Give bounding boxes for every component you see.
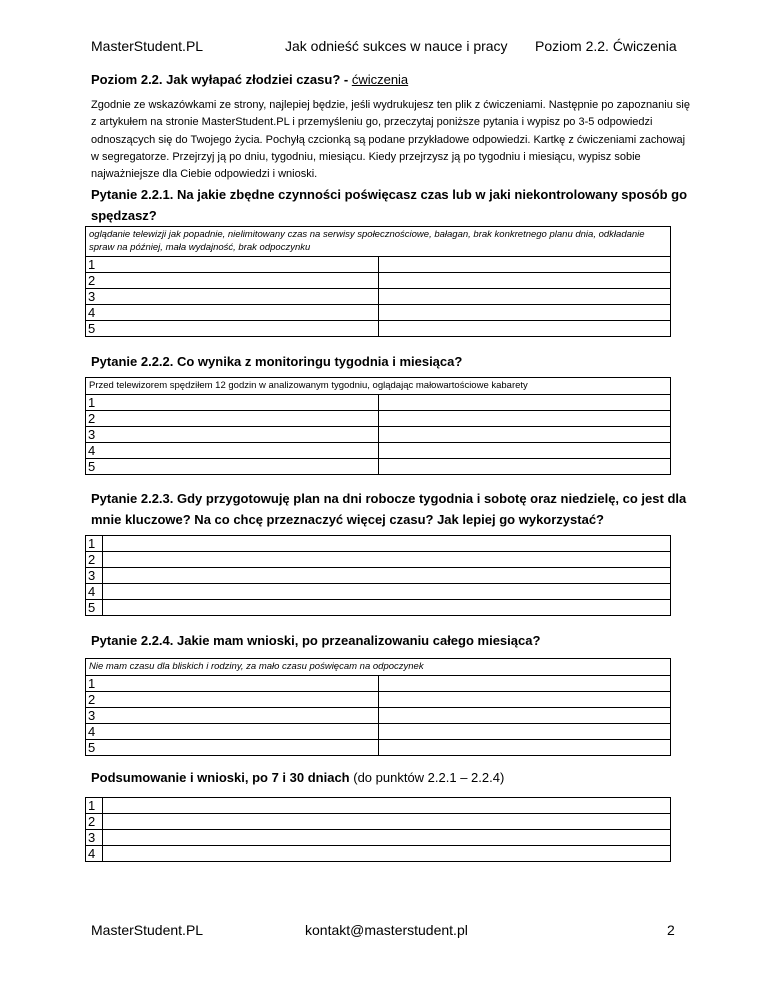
page-number: 2 [667, 922, 675, 938]
answer-field[interactable] [378, 459, 671, 475]
footer-contact-email[interactable]: kontakt@masterstudent.pl [305, 922, 468, 938]
answer-table-q1 [85, 226, 671, 337]
table-row: 3 [86, 830, 671, 846]
footer-site-name: MasterStudent.PL [91, 922, 204, 938]
table-row: 2 [86, 814, 671, 830]
answer-field[interactable] [103, 568, 671, 584]
answer-field[interactable] [378, 708, 671, 724]
answer-field[interactable] [378, 305, 671, 321]
example-answer: Przed telewizorem spędziłem 12 godzin w analizowanym tygodniu, oglądając małowartościowe kabarety [86, 378, 671, 395]
table-row: 2 [86, 552, 671, 568]
table-row: 5 [86, 600, 671, 616]
table-row: 1 [86, 395, 671, 411]
table-row: 3 [86, 427, 671, 443]
answer-field[interactable] [378, 257, 671, 273]
table-row: 4 [86, 305, 671, 321]
answer-field[interactable] [103, 830, 671, 846]
example-answer: Nie mam czasu dla bliskich i rodziny, za mało czasu poświęcam na odpoczynek [86, 659, 671, 676]
answer-field[interactable] [378, 427, 671, 443]
table-row: 1 [86, 536, 671, 552]
exercises-link[interactable]: ćwiczenia [351, 72, 409, 87]
answer-field[interactable] [103, 536, 671, 552]
table-row: 3 [86, 568, 671, 584]
question-2-2-3: Pytanie 2.2.3. Gdy przygotowuję plan na dni robocze tygodnia i sobotę oraz niedzielę, co jest dla mnie kluczowe? Na co chcę przeznaczyć więcej czasu? Jak lepiej go wykorzystać? [91, 491, 687, 527]
answer-field[interactable] [103, 600, 671, 616]
table-row: 5 [86, 740, 671, 756]
table-row: 1 [86, 798, 671, 814]
table-row: 3 [86, 289, 671, 305]
answer-field[interactable] [378, 395, 671, 411]
summary-heading: Podsumowanie i wnioski, po 7 i 30 dniach (do punktów 2.2.1 – 2.2.4) [91, 770, 505, 785]
answer-field[interactable] [103, 798, 671, 814]
question-2-2-4: Pytanie 2.2.4. Jakie mam wnioski, po przeanalizowaniu całego miesiąca? [91, 633, 541, 648]
answer-field[interactable] [378, 740, 671, 756]
table-row: 4 [86, 443, 671, 459]
table-row: 5 [86, 459, 671, 475]
answer-table-q2 [85, 377, 671, 475]
answer-field[interactable] [378, 724, 671, 740]
table-row: 5 [86, 321, 671, 337]
answer-field[interactable] [103, 584, 671, 600]
answer-field[interactable] [378, 321, 671, 337]
header-section: Poziom 2.2. Ćwiczenia [535, 38, 677, 54]
answer-field[interactable] [378, 692, 671, 708]
header-book-title: Jak odnieść sukces w nauce i pracy [285, 38, 508, 54]
table-row: 4 [86, 724, 671, 740]
table-row: 1 [86, 676, 671, 692]
table-row: 3 [86, 708, 671, 724]
answer-field[interactable] [103, 846, 671, 862]
intro-paragraph: Zgodnie ze wskazówkami ze strony, najlepiej będzie, jeśli wydrukujesz ten plik z ćwiczeniami. Następnie po zapoznaniu się z artykułem na stronie MasterStudent.PL i przemyśleniu go, przeczytaj poniższe pytania i wypisz po 3-5 odpowiedzi odnoszących się do Twojego życia. Pochyłą czcionką są podane przykładowe odpowiedzi. Kartkę z ćwiczeniami zachowaj w segregatorze. Przejrzyj ją po dniu, tygodniu, miesiącu. Kiedy przejrzysz ją po tygodniu i miesiącu, wypisz sobie najważniejsze dla Ciebie odpowiedzi i wnioski. [91, 99, 690, 181]
question-2-2-2: Pytanie 2.2.2. Co wynika z monitoringu tygodnia i miesiąca? [91, 354, 463, 369]
example-answer: oglądanie telewizji jak popadnie, nielimitowany czas na serwisy społecznościowe, bałagan, brak konkretnego planu dnia, odkładanie spraw na później, mała wydajność, brak odpoczynku [86, 227, 671, 257]
table-row: 2 [86, 411, 671, 427]
question-2-2-1: Pytanie 2.2.1. Na jakie zbędne czynności poświęcasz czas lub w jaki niekontrolowany sposób go spędzasz? [91, 187, 688, 223]
answer-field[interactable] [378, 273, 671, 289]
answer-field[interactable] [378, 676, 671, 692]
table-row: 2 [86, 692, 671, 708]
table-row: 4 [86, 846, 671, 862]
table-row: 2 [86, 273, 671, 289]
table-row: 1 [86, 257, 671, 273]
table-row: 4 [86, 584, 671, 600]
header-site-name: MasterStudent.PL [91, 38, 204, 54]
answer-field[interactable] [378, 411, 671, 427]
answer-field[interactable] [103, 814, 671, 830]
answer-table-q3 [85, 535, 671, 616]
answer-table-summary [85, 797, 671, 862]
answer-field[interactable] [103, 552, 671, 568]
page-title: Poziom 2.2. Jak wyłapać złodziei czasu? - ćwiczenia [91, 72, 409, 87]
answer-field[interactable] [378, 443, 671, 459]
answer-field[interactable] [378, 289, 671, 305]
answer-table-q4 [85, 658, 671, 756]
